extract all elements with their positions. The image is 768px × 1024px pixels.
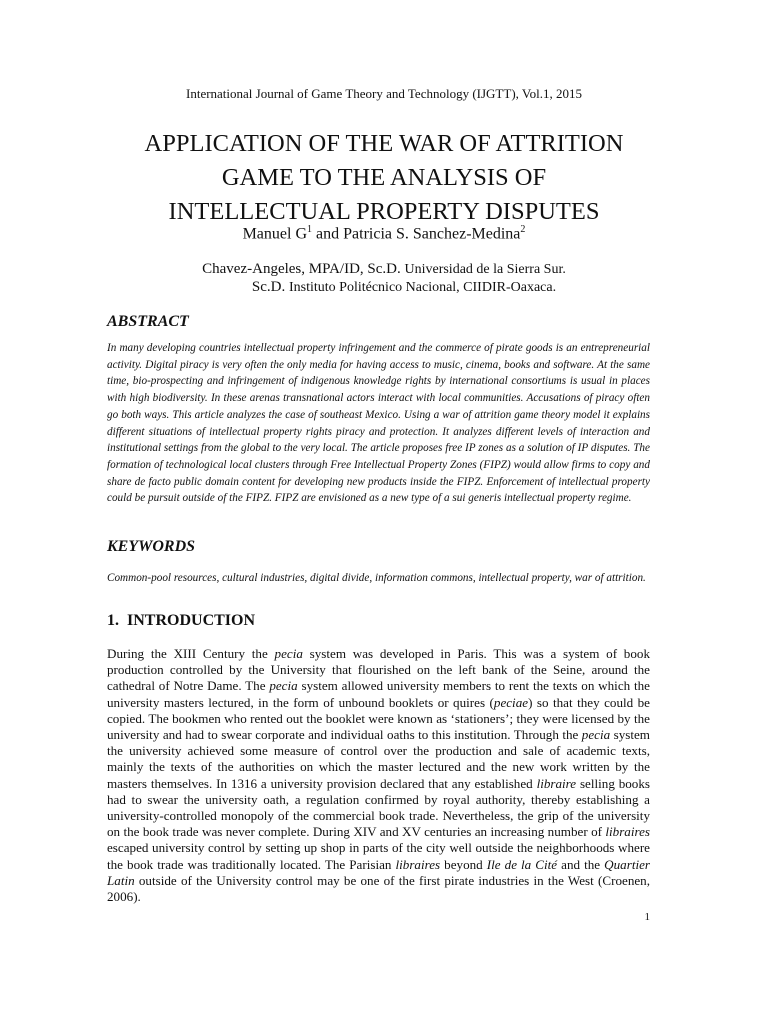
title-line: GAME TO THE ANALYSIS OF: [221, 164, 547, 191]
intro-term: pecia: [274, 646, 303, 661]
page-number: 1: [644, 911, 650, 923]
journal-header: International Journal of Game Theory and Technology (IJGTT), Vol.1, 2015: [186, 86, 582, 101]
keywords-heading: KEYWORDS: [107, 538, 196, 555]
intro-text: system was developed in Paris. This was a system of book production controlled by the University that flourished on the left bank of the Seine, around the cathedral of Notre Dame. The: [107, 646, 650, 694]
affiliation-line: [0, 279, 768, 296]
author-name: Patricia S. Sanchez-Medina: [343, 225, 521, 243]
author-list: [0, 224, 768, 243]
affiliation-institution: Universidad de la Sierra Sur.: [404, 262, 566, 277]
intro-text: During the XIII Century the: [107, 646, 275, 661]
intro-term: pecia: [581, 727, 611, 743]
affiliation-person: Chavez-Angeles, MPA/ID, Sc.D.: [202, 261, 405, 277]
intro-text: outside of the University control may be one of the first pirate industries in the West (Croenen, 2006).: [107, 872, 650, 905]
affiliation-institution: Instituto Politécnico Nacional, CIIDIR-Oaxaca.: [289, 280, 557, 295]
intro-term: libraires: [605, 824, 650, 840]
title-line: INTELLECTUAL PROPERTY DISPUTES: [168, 198, 600, 225]
author-affil-mark: 1: [307, 224, 313, 235]
keywords-body: Common-pool resources, cultural industries, digital divide, information commons, intellectual property, war of attrition.: [107, 572, 646, 584]
intro-term: Ile de la Cité: [486, 856, 558, 872]
abstract-heading: ABSTRACT: [107, 313, 189, 330]
intro-term: Quartier Latin: [107, 856, 650, 888]
intro-text: selling books had to swear the university oath, a regulation confirmed by royal authority, thereby establishing a university-controlled monopoly of the commercial book trade. Nevertheless, the grip of the university on the book trade was never complete. During XIV and XV centuries an increasing number of: [107, 775, 651, 840]
title-line: APPLICATION OF THE WAR OF ATTRITION: [144, 130, 624, 157]
author-affil-mark: 2: [520, 224, 526, 235]
intro-text: ) so that they could be copied. The bookmen who rented out the booklet were known as ‘stationers’; they were licensed by the university and had to swear corporate and individual oaths to this institution. Through the: [107, 694, 650, 743]
abstract-body: In many developing countries intellectual property infringement and the commerce of pirate goods is an entrepreneurial activity. Digital piracy is very often the only media for having access to music, cinema, books and software. At the same time, bio-prospecting and infringement of indigenous knowledge rights by international consortiums is usual in places with high biodiversity. In these arenas transnational actors interact with local communities. Accusations of piracy often go both ways. This article analyzes the case of southeast Mexico. Using a war of attrition game theory model it explains different situations of intellectual property rights piracy and protection. It analyzes different levels of interaction and institutional settings from the global to the very local. The article proposes free IP zones as a solution of IP disputes. The formation of technological local clusters through Free Intellectual Property Zones (FIPZ) would allow firms to copy and share de facto public domain content for developing new products inside the FIPZ. Enforcement of intellectual property could be pursuit outside of the FIPZ. FIPZ are envisioned as a new type of a sui generis intellectual property regime.: [107, 342, 650, 505]
intro-text: system allowed university members to rent the texts on which the university masters lectured, in the form of unbound booklets or quires (: [107, 678, 650, 710]
introduction-body: [107, 646, 650, 905]
intro-text: escaped university control by setting up shop in parts of the city well outside the neighborhoods where the book trade was traditionally located. The Parisian: [107, 840, 650, 872]
intro-text: beyond: [440, 856, 487, 872]
intro-term: libraire: [536, 775, 577, 791]
author-name: Manuel G: [242, 225, 308, 243]
intro-term: libraires: [395, 856, 441, 872]
intro-term: peciae: [493, 694, 529, 710]
author-joiner: and: [312, 225, 344, 243]
affiliation-line: [0, 261, 768, 278]
introduction-heading: 1. INTRODUCTION: [107, 612, 256, 629]
affiliation-degree: Sc.D.: [251, 279, 289, 295]
intro-text: system the university achieved some measure of control over the production and sale of academic texts, mainly the texts of the authorities on which the master lectured and the new work written by the masters themselves. In 1316 a university provision declared that any established: [107, 727, 650, 791]
intro-text: and the: [557, 856, 605, 872]
intro-term: pecia: [269, 678, 298, 694]
paper-title: [60, 127, 708, 229]
